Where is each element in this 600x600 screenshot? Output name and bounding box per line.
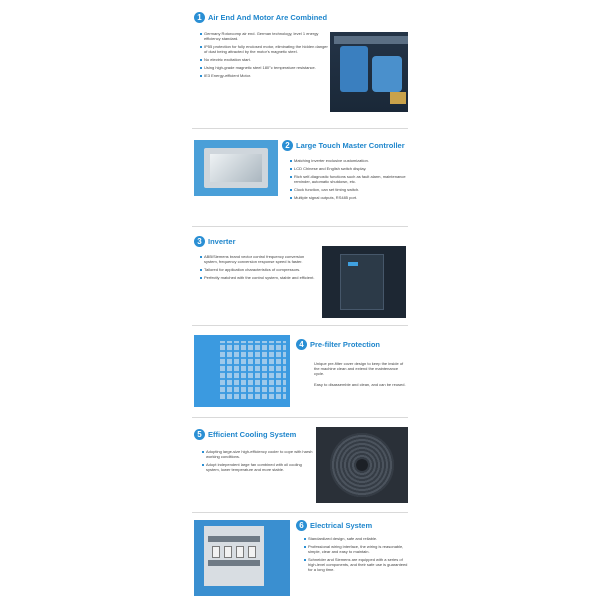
section-divider	[192, 226, 408, 227]
feature-item: IP55 protection for fully enclosed motor, eliminating the hidden danger of dust being attracted by the motor's magnetic steel.	[200, 44, 328, 54]
section-heading	[194, 236, 236, 247]
section-number-badge: 5	[194, 429, 205, 440]
feature-list	[202, 449, 314, 475]
section-title: Inverter	[208, 237, 236, 246]
feature-item: ABB/Siemens brand vector control frequency conversion system, frequency conversion response speed is faster.	[200, 254, 318, 264]
feature-item: Adopting large-size high-efficiency cooler to cope with harsh working conditions.	[202, 449, 314, 459]
section-divider	[192, 128, 408, 129]
feature-item: Perfectly matched with the control system, stable and efficient.	[200, 275, 318, 280]
section-pre-filter	[190, 327, 410, 417]
feature-list	[314, 361, 406, 390]
electrical-cabinet-photo	[194, 520, 290, 596]
section-title: Air End And Motor Are Combined	[208, 13, 328, 22]
section-heading	[296, 520, 372, 531]
section-title: Electrical System	[310, 521, 373, 530]
section-touch-controller	[190, 130, 410, 230]
section-divider	[192, 417, 408, 418]
feature-item: Adopt independent large fan combined with oil cooling system, lower temperature and more stable.	[202, 462, 314, 472]
feature-item: Easy to disassemble and clean, and can be reused.	[314, 382, 406, 387]
feature-item: No electric excitation start.	[200, 57, 328, 62]
feature-item: Tailored for application characteristics of compressors.	[200, 267, 318, 272]
section-heading	[282, 140, 405, 151]
feature-item: Rich self-diagnostic functions such as fault alarm, maintenance reminder, automatic shutdown, etc.	[290, 174, 408, 184]
section-number-badge: 2	[282, 140, 293, 151]
section-number-badge: 3	[194, 236, 205, 247]
section-heading	[194, 429, 296, 440]
feature-list	[200, 31, 328, 81]
feature-item: Multiple signal outputs, RS485 port.	[290, 195, 408, 200]
pre-filter-photo	[194, 335, 290, 407]
section-divider	[192, 512, 408, 513]
feature-item: LCD Chinese and English switch display.	[290, 166, 408, 171]
feature-item: Standardized design, safe and reliable.	[304, 536, 408, 541]
feature-item: Professional wiring interface, the wiring is reasonable, simple, clear and easy to maintain.	[304, 544, 408, 554]
touch-controller-photo	[194, 140, 278, 196]
feature-item: Using high-grade magnetic steel 180°c temperature resistance.	[200, 65, 328, 70]
feature-item: Matching inverter exclusive customization.	[290, 158, 408, 163]
feature-list	[200, 254, 318, 283]
section-title: Large Touch Master Controller	[296, 141, 405, 150]
section-title: Pre-filter Protection	[310, 340, 381, 349]
section-inverter	[190, 228, 410, 326]
feature-list	[290, 158, 408, 203]
section-electrical-system	[190, 514, 410, 600]
feature-item: Germany Rotorcomp air end. German technology, level 1 energy efficiency standard.	[200, 31, 328, 41]
feature-item: Unique pre-filter cover design to keep the inside of the machine clean and extend the maintenance cycle.	[314, 361, 404, 376]
section-cooling-system	[190, 419, 410, 515]
section-heading	[296, 339, 380, 350]
section-air-end-motor	[190, 0, 410, 130]
section-title: Efficient Cooling System	[208, 430, 297, 439]
section-number-badge: 4	[296, 339, 307, 350]
feature-item: IE3 Energy-efficient Motor.	[200, 73, 328, 78]
section-heading	[194, 12, 327, 23]
air-end-motor-photo	[330, 32, 408, 112]
feature-list	[304, 536, 408, 575]
feature-item: Schneider and Siemens are equipped with a series of high-level components, and their safe use is guaranteed for a long time.	[304, 557, 408, 572]
section-divider	[192, 325, 408, 326]
section-number-badge: 6	[296, 520, 307, 531]
feature-item: Clock function, can set timing switch.	[290, 187, 408, 192]
section-number-badge: 1	[194, 12, 205, 23]
inverter-photo	[322, 246, 406, 318]
product-feature-sheet	[190, 0, 410, 600]
cooling-fan-photo	[316, 427, 408, 503]
